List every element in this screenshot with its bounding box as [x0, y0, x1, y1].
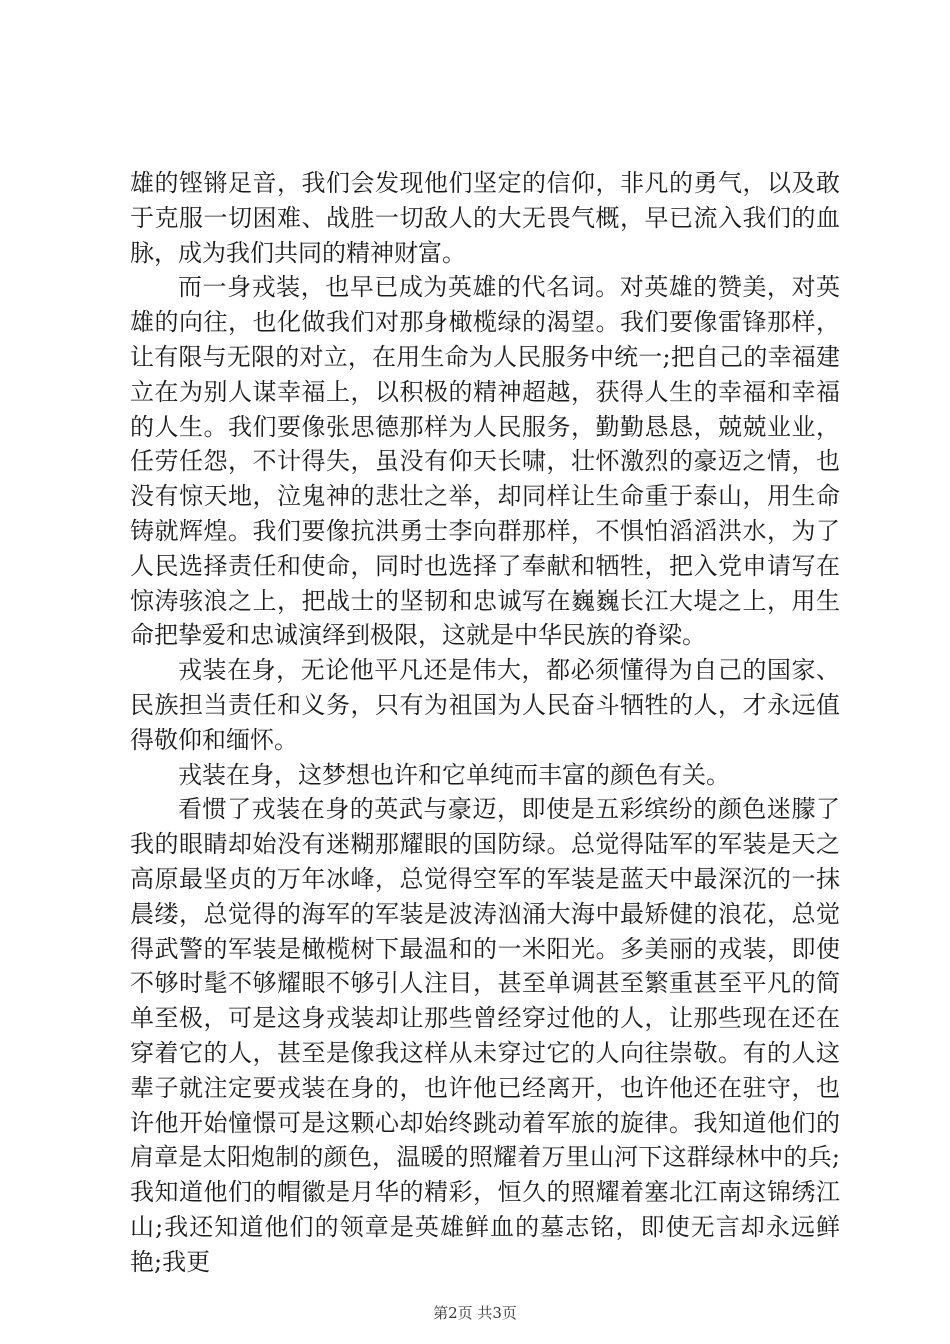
paragraph-continuation: 雄的铿锵足音，我们会发现他们坚定的信仰，非凡的勇气，以及敢于克服一切困难、战胜一切敌人的大无畏气概，早已流入我们的血脉，成为我们共同的精神财富。 — [130, 169, 840, 267]
page-footer: 第2页 共3页 — [433, 1304, 517, 1322]
paragraph-duty: 戎装在身，无论他平凡还是伟大，都必须懂得为自己的国家、民族担当责任和义务，只有为祖国为人民奋斗牺牲的人，才永远值得敬仰和缅怀。 — [130, 656, 840, 754]
paragraph-uniform-heroes: 而一身戎装，也早已成为英雄的代名词。对英雄的赞美，对英雄的向往，也化做我们对那身橄榄绿的渴望。我们要像雷锋那样，让有限与无限的对立，在用生命为人民服务中统一;把自己的幸福建立在为别人谋幸福上，以积极的精神超越，获得人生的幸福和幸福的人生。我们要像张思德那样为人民服务，勤勤恳恳，兢兢业业，任劳任怨，不计得失，虽没有仰天长啸，壮怀激烈的豪迈之情，也没有惊天地，泣鬼神的悲壮之举，却同样让生命重于泰山，用生命铸就辉煌。我们要像抗洪勇士李向群那样，不惧怕滔滔洪水，为了人民选择责任和使命，同时也选择了奉献和牺牲，把入党申请写在惊涛骇浪之上，把战士的坚韧和忠诚写在巍巍长江大堤之上，用生命把挚爱和忠诚演绎到极限，这就是中华民族的脊梁。 — [130, 273, 840, 650]
paragraph-uniform-colors: 看惯了戎装在身的英武与豪迈，即使是五彩缤纷的颜色迷朦了我的眼睛却始没有迷糊那耀眼的国防绿。总觉得陆军的军装是天之高原最坚贞的万年冰峰，总觉得空军的军装是蓝天中最深沉的一抹晨缕，总觉得的海军的军装是波涛汹涌大海中最矫健的浪花，总觉得武警的军装是橄榄树下最温和的一米阳光。多美丽的戎装，即使不够时髦不够耀眼不够引人注目，甚至单调甚至繁重甚至平凡的简单至极，可是这身戎装却让那些曾经穿过他的人，让那些现在还在穿着它的人，甚至是像我这样从未穿过它的人向往崇敬。有的人这辈子就注定要戎装在身的，也许他已经离开，也许他还在驻守，也许他开始憧憬可是这颗心却始终跳动着军旅的旋律。我知道他们的肩章是太阳炮制的颜色，温暖的照耀着万里山河下这群绿林中的兵;我知道他们的帽徽是月华的精彩，恒久的照耀着塞北江南这锦绣江山;我还知道他们的领章是英雄鲜血的墓志铭，即使无言却永远鲜艳;我更 — [130, 795, 840, 1276]
paragraph-dream-color: 戎装在身，这梦想也许和它单纯而丰富的颜色有关。 — [178, 760, 730, 789]
body-text — [130, 166, 840, 1280]
